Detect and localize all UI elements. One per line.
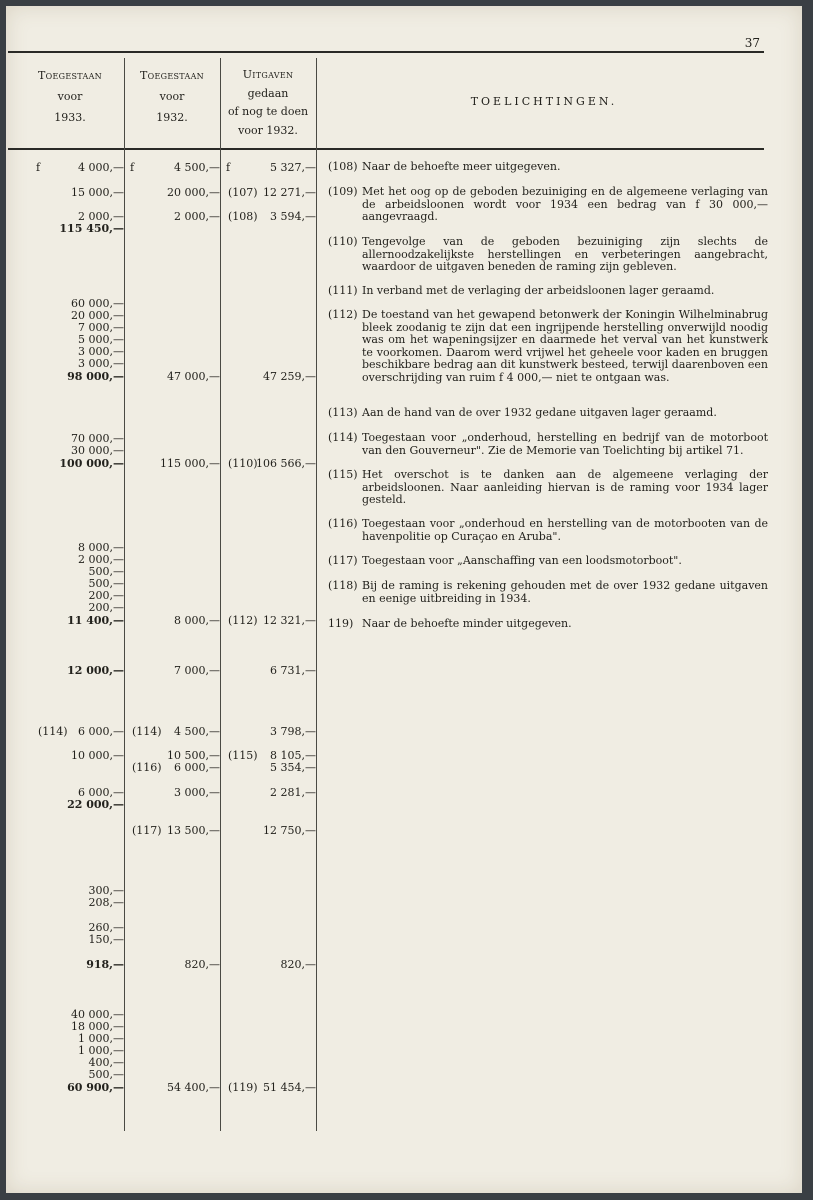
col2-value: 13 500,— [167, 824, 220, 837]
note-ref: (117) [328, 554, 358, 567]
header-toegestaan-1933 [20, 66, 120, 129]
header-col3-line3: of nog te doen [227, 105, 309, 119]
col1-value: 3 000,— [78, 357, 124, 370]
col1-value: 15 000,— [71, 186, 124, 199]
col3-value: 6 731,— [270, 664, 316, 677]
note-114 [328, 432, 768, 457]
col2-value: 3 000,— [174, 786, 220, 799]
page [6, 6, 802, 1193]
note-110 [328, 236, 768, 274]
col3-ref: (110) [228, 457, 258, 470]
col1-value: 5 000,— [78, 333, 124, 346]
note-113 [328, 407, 768, 420]
col3-value: 51 454,— [263, 1081, 316, 1094]
col1-value: 10 000,— [71, 749, 124, 762]
currency-symbol: f [226, 161, 231, 174]
col2-value: 8 000,— [174, 614, 220, 627]
note-119 [328, 618, 768, 631]
col1-value: 300,— [88, 884, 124, 897]
col1-value: 2 000,— [78, 210, 124, 223]
col1-subtotal: 11 400,— [67, 614, 124, 627]
col3-ref: (119) [228, 1081, 258, 1094]
note-ref: (111) [328, 284, 358, 297]
col3-value: 5 354,— [270, 761, 316, 774]
col3-value: 3 594,— [270, 210, 316, 223]
note-ref: (113) [328, 406, 358, 419]
col1-subtotal: 918,— [86, 958, 124, 971]
col2-value: 7 000,— [174, 664, 220, 677]
note-117 [328, 555, 768, 568]
note-118 [328, 580, 768, 605]
note-ref: (115) [328, 468, 358, 481]
note-text: Aan de hand van de over 1932 gedane uitgaven lager geraamd. [362, 406, 717, 419]
col2-value: 2 000,— [174, 210, 220, 223]
col1-value: 400,— [88, 1056, 124, 1069]
note-text: Tengevolge van de geboden bezuiniging zijn slechts de allernoodzakelijkste herstellingen en verbeteringen aangebracht, waardoor de uitgaven beneden de raming zijn gebleven. [362, 235, 768, 273]
header-col3-line1: Uitgaven [242, 68, 294, 81]
col3-value: 3 798,— [270, 725, 316, 738]
header-col2-line3: 1932. [156, 110, 188, 124]
col1-value: 6 000,— [78, 725, 124, 738]
page-number: 37 [744, 36, 760, 50]
col1-value: 1 000,— [78, 1032, 124, 1045]
col1-subtotal: 22 000,— [67, 798, 124, 811]
note-ref: (110) [328, 235, 358, 248]
col3-value: 12 750,— [263, 824, 316, 837]
col1-value: 150,— [88, 933, 124, 946]
col3-value: 106 566,— [256, 457, 316, 470]
col1-value: 2 000,— [78, 553, 124, 566]
col1-subtotal: 12 000,— [67, 664, 124, 677]
col2-ref: (117) [132, 824, 162, 837]
note-ref: (109) [328, 185, 358, 198]
col2-value: 10 500,— [167, 749, 220, 762]
col-divider-1 [124, 58, 125, 1131]
col1-value: 70 000,— [71, 432, 124, 445]
col1-value: 8 000,— [78, 541, 124, 554]
note-ref: (118) [328, 579, 358, 592]
col1-value: 500,— [88, 1068, 124, 1081]
note-111 [328, 285, 768, 298]
note-108 [328, 161, 768, 174]
col1-value: 208,— [88, 896, 124, 909]
col2-value: 54 400,— [167, 1081, 220, 1094]
col2-value: 6 000,— [174, 761, 220, 774]
note-text: Toegestaan voor „onderhoud, herstelling en bedrijf van de motorboot van den Gouverneur". Zie de Memorie van Toelichting bij artikel 71. [362, 431, 768, 457]
col2-value: 4 500,— [174, 725, 220, 738]
header-bottom-rule [8, 148, 764, 150]
col2-value: 47 000,— [167, 370, 220, 383]
note-text: Bij de raming is rekening gehouden met de over 1932 gedane uitgaven en eenige uitbreiding in 1934. [362, 579, 768, 605]
note-text: Toegestaan voor „onderhoud en herstelling van de motorbooten van de havenpolitie op Curaçao en Aruba". [362, 517, 768, 543]
col3-value: 8 105,— [270, 749, 316, 762]
note-116 [328, 518, 768, 543]
col1-value: 260,— [88, 921, 124, 934]
col3-value: 47 259,— [263, 370, 316, 383]
col1-value: 20 000,— [71, 309, 124, 322]
col1-value: 1 000,— [78, 1044, 124, 1057]
col2-ref: (116) [132, 761, 162, 774]
note-text: Het overschot is te danken aan de algemeene verlaging der arbeidsloonen. Naar aanleiding hiervan is de raming voor 1934 lager gesteld. [362, 468, 768, 506]
col1-value: 4 000,— [78, 161, 124, 174]
note-ref: (116) [328, 517, 358, 530]
col-divider-3 [316, 58, 317, 1131]
note-ref: 119) [328, 617, 354, 630]
col1-value: 18 000,— [71, 1020, 124, 1033]
col1-value: 30 000,— [71, 444, 124, 457]
note-109 [328, 186, 768, 224]
col1-value: 500,— [88, 565, 124, 578]
header-toegestaan-1932 [124, 66, 220, 129]
col1-value: 500,— [88, 577, 124, 590]
note-112 [328, 309, 768, 384]
col3-value: 12 271,— [263, 186, 316, 199]
note-ref: (112) [328, 308, 358, 321]
col3-value: 820,— [280, 958, 316, 971]
note-ref: (114) [328, 431, 358, 444]
header-col1-line1: Toegestaan [38, 69, 102, 82]
col1-subtotal: 98 000,— [67, 370, 124, 383]
note-text: Toegestaan voor „Aanschaffing van een loodsmotorboot". [362, 554, 682, 567]
note-text: De toestand van het gewapend betonwerk der Koningin Wilhelminabrug bleek zoodanig te zijn dat een ingrijpende herstelling onverwijld noodig was om het wapeningsijzer en daarmede het verval van het kunstwerk te voorkomen. Daarom werd vrijwel het geheele voor kaden en bruggen beschikbare bedrag aan dit kunstwerk besteed, terwijl daarenboven een overschrijding van ruim f 4 000,— niet te ontgaan was. [362, 308, 768, 384]
currency-symbol: f [36, 161, 41, 174]
col1-value: 7 000,— [78, 321, 124, 334]
header-col2-line2: voor [159, 89, 185, 103]
header-top-rule [8, 51, 764, 53]
col3-ref: (112) [228, 614, 258, 627]
header-col3-line2: gedaan [247, 86, 289, 100]
col1-ref: (114) [38, 725, 68, 738]
note-text: Naar de behoefte minder uitgegeven. [362, 617, 572, 630]
note-text: Met het oog op de geboden bezuiniging en de algemeene verlaging van de arbeidsloonen wordt voor 1934 een bedrag van f 30 000,— aangevraagd. [362, 185, 768, 223]
col1-subtotal: 100 000,— [59, 457, 124, 470]
col3-value: 12 321,— [263, 614, 316, 627]
col3-ref: (115) [228, 749, 258, 762]
header-col1-line3: 1933. [54, 110, 86, 124]
currency-symbol: f [130, 161, 135, 174]
note-text: Naar de behoefte meer uitgegeven. [362, 160, 561, 173]
col2-ref: (114) [132, 725, 162, 738]
note-ref: (108) [328, 160, 358, 173]
col1-value: 3 000,— [78, 345, 124, 358]
col2-value: 20 000,— [167, 186, 220, 199]
col3-ref: (108) [228, 210, 258, 223]
col1-value: 200,— [88, 601, 124, 614]
col1-value: 40 000,— [71, 1008, 124, 1021]
col1-value: 200,— [88, 589, 124, 602]
header-col1-line2: voor [57, 89, 83, 103]
col1-subtotal: 115 450,— [59, 222, 124, 235]
col1-value: 6 000,— [78, 786, 124, 799]
col2-value: 4 500,— [174, 161, 220, 174]
header-toelichtingen: TOELICHTINGEN. [470, 95, 618, 108]
note-text: In verband met de verlaging der arbeidsloonen lager geraamd. [362, 284, 715, 297]
note-115 [328, 469, 768, 507]
col2-value: 115 000,— [160, 457, 220, 470]
col2-value: 820,— [184, 958, 220, 971]
header-col2-line1: Toegestaan [140, 69, 204, 82]
header-col3-line4: voor 1932. [238, 124, 298, 138]
col3-ref: (107) [228, 186, 258, 199]
header-uitgaven-1932 [220, 66, 316, 141]
col-divider-2 [220, 58, 221, 1131]
col1-subtotal: 60 900,— [67, 1081, 124, 1094]
col1-value: 60 000,— [71, 297, 124, 310]
col3-value: 2 281,— [270, 786, 316, 799]
col3-value: 5 327,— [270, 161, 316, 174]
